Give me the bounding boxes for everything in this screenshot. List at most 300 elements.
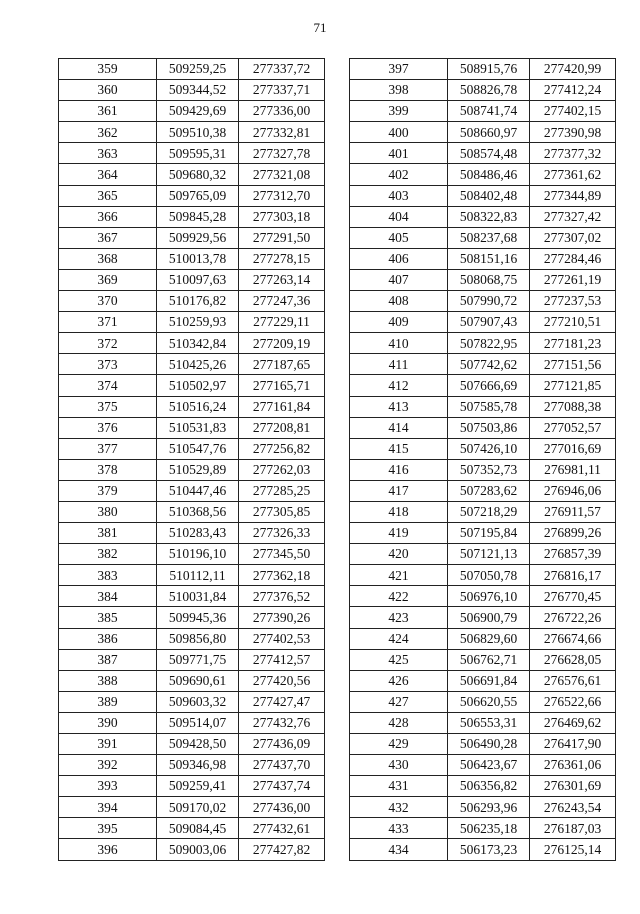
x-coordinate-cell: 506620,55 <box>448 691 530 712</box>
x-coordinate-cell: 510531,83 <box>157 417 239 438</box>
point-number-cell: 387 <box>59 649 157 670</box>
point-number-cell: 385 <box>59 607 157 628</box>
table-row <box>59 480 325 501</box>
x-coordinate-cell: 510259,93 <box>157 312 239 333</box>
table-row <box>350 797 616 818</box>
table-row <box>350 586 616 607</box>
y-coordinate-cell: 276674,66 <box>530 628 616 649</box>
x-coordinate-cell: 510516,24 <box>157 396 239 417</box>
table-row <box>350 354 616 375</box>
y-coordinate-cell: 277345,50 <box>239 544 325 565</box>
point-number-cell: 420 <box>350 544 448 565</box>
table-row <box>350 628 616 649</box>
y-coordinate-cell: 277303,18 <box>239 206 325 227</box>
y-coordinate-cell: 277326,33 <box>239 523 325 544</box>
y-coordinate-cell: 277436,09 <box>239 734 325 755</box>
y-coordinate-cell: 276722,26 <box>530 607 616 628</box>
point-number-cell: 386 <box>59 628 157 649</box>
x-coordinate-cell: 506235,18 <box>448 818 530 839</box>
point-number-cell: 427 <box>350 691 448 712</box>
point-number-cell: 416 <box>350 459 448 480</box>
y-coordinate-cell: 277210,51 <box>530 312 616 333</box>
point-number-cell: 365 <box>59 185 157 206</box>
x-coordinate-cell: 509084,45 <box>157 818 239 839</box>
y-coordinate-cell: 277229,11 <box>239 312 325 333</box>
x-coordinate-cell: 509344,52 <box>157 80 239 101</box>
point-number-cell: 383 <box>59 565 157 586</box>
point-number-cell: 425 <box>350 649 448 670</box>
y-coordinate-cell: 276946,06 <box>530 480 616 501</box>
point-number-cell: 406 <box>350 248 448 269</box>
point-number-cell: 381 <box>59 523 157 544</box>
y-coordinate-cell: 276981,11 <box>530 459 616 480</box>
point-number-cell: 409 <box>350 312 448 333</box>
table-row <box>350 607 616 628</box>
page-number: 71 <box>313 20 327 35</box>
x-coordinate-cell: 509845,28 <box>157 206 239 227</box>
x-coordinate-cell: 510368,56 <box>157 501 239 522</box>
point-number-cell: 408 <box>350 291 448 312</box>
point-number-cell: 369 <box>59 269 157 290</box>
y-coordinate-cell: 277390,26 <box>239 607 325 628</box>
x-coordinate-cell: 506173,23 <box>448 839 530 860</box>
x-coordinate-cell: 507822,95 <box>448 333 530 354</box>
y-coordinate-cell: 277247,36 <box>239 291 325 312</box>
y-coordinate-cell: 277344,89 <box>530 185 616 206</box>
x-coordinate-cell: 507121,13 <box>448 544 530 565</box>
point-number-cell: 418 <box>350 501 448 522</box>
point-number-cell: 382 <box>59 544 157 565</box>
y-coordinate-cell: 277427,82 <box>239 839 325 860</box>
point-number-cell: 426 <box>350 670 448 691</box>
point-number-cell: 401 <box>350 143 448 164</box>
y-coordinate-cell: 276857,39 <box>530 544 616 565</box>
table-row <box>59 776 325 797</box>
table-row <box>350 227 616 248</box>
table-row <box>59 248 325 269</box>
table-row <box>59 607 325 628</box>
table-row <box>59 438 325 459</box>
x-coordinate-cell: 506900,79 <box>448 607 530 628</box>
point-number-cell: 395 <box>59 818 157 839</box>
y-coordinate-cell: 277432,61 <box>239 818 325 839</box>
table-row <box>59 734 325 755</box>
point-number-cell: 417 <box>350 480 448 501</box>
table-row <box>59 333 325 354</box>
y-coordinate-cell: 277278,15 <box>239 248 325 269</box>
point-number-cell: 413 <box>350 396 448 417</box>
table-row <box>59 291 325 312</box>
point-number-cell: 433 <box>350 818 448 839</box>
x-coordinate-cell: 510196,10 <box>157 544 239 565</box>
x-coordinate-cell: 508068,75 <box>448 269 530 290</box>
x-coordinate-cell: 507742,62 <box>448 354 530 375</box>
x-coordinate-cell: 509514,07 <box>157 712 239 733</box>
table-row <box>59 206 325 227</box>
point-number-cell: 411 <box>350 354 448 375</box>
x-coordinate-cell: 509690,61 <box>157 670 239 691</box>
y-coordinate-cell: 276243,54 <box>530 797 616 818</box>
point-number-cell: 371 <box>59 312 157 333</box>
table-row <box>59 628 325 649</box>
y-coordinate-cell: 277412,24 <box>530 80 616 101</box>
table-row <box>350 417 616 438</box>
x-coordinate-cell: 508486,46 <box>448 164 530 185</box>
x-coordinate-cell: 507195,84 <box>448 523 530 544</box>
y-coordinate-cell: 277337,71 <box>239 80 325 101</box>
y-coordinate-cell: 277402,53 <box>239 628 325 649</box>
x-coordinate-cell: 507585,78 <box>448 396 530 417</box>
table-row <box>59 691 325 712</box>
table-row <box>350 185 616 206</box>
x-coordinate-cell: 506490,28 <box>448 734 530 755</box>
point-number-cell: 415 <box>350 438 448 459</box>
coordinates-table-right <box>349 58 616 861</box>
x-coordinate-cell: 509170,02 <box>157 797 239 818</box>
point-number-cell: 378 <box>59 459 157 480</box>
table-row <box>59 501 325 522</box>
table-row <box>59 185 325 206</box>
y-coordinate-cell: 277390,98 <box>530 122 616 143</box>
table-row <box>350 333 616 354</box>
point-number-cell: 367 <box>59 227 157 248</box>
y-coordinate-cell: 277291,50 <box>239 227 325 248</box>
point-number-cell: 394 <box>59 797 157 818</box>
y-coordinate-cell: 277436,00 <box>239 797 325 818</box>
table-row <box>59 164 325 185</box>
point-number-cell: 380 <box>59 501 157 522</box>
table-row <box>350 776 616 797</box>
table-row <box>350 143 616 164</box>
table-row <box>350 248 616 269</box>
point-number-cell: 404 <box>350 206 448 227</box>
table-row <box>59 755 325 776</box>
table-row <box>59 269 325 290</box>
point-number-cell: 391 <box>59 734 157 755</box>
point-number-cell: 366 <box>59 206 157 227</box>
table-row <box>59 143 325 164</box>
x-coordinate-cell: 509429,69 <box>157 101 239 122</box>
y-coordinate-cell: 276522,66 <box>530 691 616 712</box>
x-coordinate-cell: 506423,67 <box>448 755 530 776</box>
table-row <box>350 818 616 839</box>
x-coordinate-cell: 506553,31 <box>448 712 530 733</box>
y-coordinate-cell: 277321,08 <box>239 164 325 185</box>
point-number-cell: 421 <box>350 565 448 586</box>
table-body-right <box>350 59 616 861</box>
x-coordinate-cell: 509945,36 <box>157 607 239 628</box>
x-coordinate-cell: 510283,43 <box>157 523 239 544</box>
table-row <box>350 80 616 101</box>
y-coordinate-cell: 277420,56 <box>239 670 325 691</box>
table-row <box>350 670 616 691</box>
table-row <box>59 312 325 333</box>
y-coordinate-cell: 277237,53 <box>530 291 616 312</box>
point-number-cell: 400 <box>350 122 448 143</box>
y-coordinate-cell: 276628,05 <box>530 649 616 670</box>
point-number-cell: 403 <box>350 185 448 206</box>
table-row <box>59 818 325 839</box>
x-coordinate-cell: 509595,31 <box>157 143 239 164</box>
x-coordinate-cell: 509771,75 <box>157 649 239 670</box>
point-number-cell: 360 <box>59 80 157 101</box>
x-coordinate-cell: 510502,97 <box>157 375 239 396</box>
table-row <box>350 523 616 544</box>
table-row <box>59 101 325 122</box>
y-coordinate-cell: 277412,57 <box>239 649 325 670</box>
y-coordinate-cell: 277327,42 <box>530 206 616 227</box>
y-coordinate-cell: 277332,81 <box>239 122 325 143</box>
table-row <box>350 480 616 501</box>
x-coordinate-cell: 510425,26 <box>157 354 239 375</box>
table-row <box>350 269 616 290</box>
point-number-cell: 370 <box>59 291 157 312</box>
point-number-cell: 429 <box>350 734 448 755</box>
table-row <box>59 459 325 480</box>
table-row <box>350 649 616 670</box>
point-number-cell: 376 <box>59 417 157 438</box>
table-row <box>59 544 325 565</box>
y-coordinate-cell: 277256,82 <box>239 438 325 459</box>
x-coordinate-cell: 506293,96 <box>448 797 530 818</box>
y-coordinate-cell: 277181,23 <box>530 333 616 354</box>
x-coordinate-cell: 510112,11 <box>157 565 239 586</box>
y-coordinate-cell: 277437,70 <box>239 755 325 776</box>
table-row <box>350 291 616 312</box>
x-coordinate-cell: 508237,68 <box>448 227 530 248</box>
y-coordinate-cell: 277427,47 <box>239 691 325 712</box>
table-row <box>350 101 616 122</box>
y-coordinate-cell: 277285,25 <box>239 480 325 501</box>
table-row <box>59 797 325 818</box>
y-coordinate-cell: 277284,46 <box>530 248 616 269</box>
table-row <box>59 122 325 143</box>
y-coordinate-cell: 276361,06 <box>530 755 616 776</box>
y-coordinate-cell: 276301,69 <box>530 776 616 797</box>
point-number-cell: 405 <box>350 227 448 248</box>
y-coordinate-cell: 276469,62 <box>530 712 616 733</box>
table-row <box>350 206 616 227</box>
table-row <box>59 417 325 438</box>
table-body-left <box>59 59 325 861</box>
table-row <box>350 839 616 860</box>
table-row <box>59 523 325 544</box>
point-number-cell: 397 <box>350 59 448 80</box>
x-coordinate-cell: 507426,10 <box>448 438 530 459</box>
point-number-cell: 392 <box>59 755 157 776</box>
point-number-cell: 373 <box>59 354 157 375</box>
table-row <box>59 354 325 375</box>
y-coordinate-cell: 277305,85 <box>239 501 325 522</box>
table-row <box>350 122 616 143</box>
table-row <box>59 375 325 396</box>
x-coordinate-cell: 508574,48 <box>448 143 530 164</box>
x-coordinate-cell: 509680,32 <box>157 164 239 185</box>
table-row <box>350 164 616 185</box>
y-coordinate-cell: 277362,18 <box>239 565 325 586</box>
point-number-cell: 434 <box>350 839 448 860</box>
point-number-cell: 396 <box>59 839 157 860</box>
x-coordinate-cell: 509003,06 <box>157 839 239 860</box>
x-coordinate-cell: 509510,38 <box>157 122 239 143</box>
point-number-cell: 399 <box>350 101 448 122</box>
x-coordinate-cell: 509603,32 <box>157 691 239 712</box>
y-coordinate-cell: 276125,14 <box>530 839 616 860</box>
point-number-cell: 374 <box>59 375 157 396</box>
point-number-cell: 412 <box>350 375 448 396</box>
point-number-cell: 377 <box>59 438 157 459</box>
y-coordinate-cell: 277151,56 <box>530 354 616 375</box>
x-coordinate-cell: 509259,25 <box>157 59 239 80</box>
point-number-cell: 363 <box>59 143 157 164</box>
table-row <box>59 712 325 733</box>
table-row <box>59 839 325 860</box>
x-coordinate-cell: 507907,43 <box>448 312 530 333</box>
point-number-cell: 430 <box>350 755 448 776</box>
x-coordinate-cell: 508402,48 <box>448 185 530 206</box>
x-coordinate-cell: 508741,74 <box>448 101 530 122</box>
x-coordinate-cell: 507283,62 <box>448 480 530 501</box>
y-coordinate-cell: 277402,15 <box>530 101 616 122</box>
point-number-cell: 393 <box>59 776 157 797</box>
x-coordinate-cell: 510342,84 <box>157 333 239 354</box>
point-number-cell: 359 <box>59 59 157 80</box>
x-coordinate-cell: 510547,76 <box>157 438 239 459</box>
y-coordinate-cell: 277263,14 <box>239 269 325 290</box>
table-row <box>59 586 325 607</box>
x-coordinate-cell: 510176,82 <box>157 291 239 312</box>
point-number-cell: 414 <box>350 417 448 438</box>
point-number-cell: 424 <box>350 628 448 649</box>
x-coordinate-cell: 508826,78 <box>448 80 530 101</box>
y-coordinate-cell: 277361,62 <box>530 164 616 185</box>
y-coordinate-cell: 277262,03 <box>239 459 325 480</box>
y-coordinate-cell: 276816,17 <box>530 565 616 586</box>
x-coordinate-cell: 510529,89 <box>157 459 239 480</box>
x-coordinate-cell: 510013,78 <box>157 248 239 269</box>
table-row <box>350 712 616 733</box>
point-number-cell: 384 <box>59 586 157 607</box>
table-row <box>350 501 616 522</box>
x-coordinate-cell: 507990,72 <box>448 291 530 312</box>
point-number-cell: 407 <box>350 269 448 290</box>
point-number-cell: 364 <box>59 164 157 185</box>
point-number-cell: 428 <box>350 712 448 733</box>
x-coordinate-cell: 506976,10 <box>448 586 530 607</box>
coordinates-table-left <box>58 58 325 861</box>
table-row <box>59 227 325 248</box>
point-number-cell: 368 <box>59 248 157 269</box>
x-coordinate-cell: 507503,86 <box>448 417 530 438</box>
y-coordinate-cell: 277161,84 <box>239 396 325 417</box>
y-coordinate-cell: 277337,72 <box>239 59 325 80</box>
point-number-cell: 432 <box>350 797 448 818</box>
table-row <box>59 670 325 691</box>
point-number-cell: 388 <box>59 670 157 691</box>
y-coordinate-cell: 277121,85 <box>530 375 616 396</box>
x-coordinate-cell: 509765,09 <box>157 185 239 206</box>
x-coordinate-cell: 510097,63 <box>157 269 239 290</box>
table-row <box>350 565 616 586</box>
x-coordinate-cell: 510447,46 <box>157 480 239 501</box>
point-number-cell: 402 <box>350 164 448 185</box>
x-coordinate-cell: 509259,41 <box>157 776 239 797</box>
table-row <box>59 59 325 80</box>
point-number-cell: 410 <box>350 333 448 354</box>
point-number-cell: 362 <box>59 122 157 143</box>
table-row <box>59 80 325 101</box>
y-coordinate-cell: 277312,70 <box>239 185 325 206</box>
x-coordinate-cell: 509929,56 <box>157 227 239 248</box>
x-coordinate-cell: 509856,80 <box>157 628 239 649</box>
x-coordinate-cell: 510031,84 <box>157 586 239 607</box>
x-coordinate-cell: 508151,16 <box>448 248 530 269</box>
table-row <box>350 312 616 333</box>
point-number-cell: 390 <box>59 712 157 733</box>
point-number-cell: 422 <box>350 586 448 607</box>
x-coordinate-cell: 507050,78 <box>448 565 530 586</box>
point-number-cell: 361 <box>59 101 157 122</box>
x-coordinate-cell: 509346,98 <box>157 755 239 776</box>
point-number-cell: 423 <box>350 607 448 628</box>
table-row <box>350 755 616 776</box>
y-coordinate-cell: 276417,90 <box>530 734 616 755</box>
y-coordinate-cell: 277165,71 <box>239 375 325 396</box>
y-coordinate-cell: 276770,45 <box>530 586 616 607</box>
table-row <box>59 649 325 670</box>
y-coordinate-cell: 277377,32 <box>530 143 616 164</box>
table-row <box>350 459 616 480</box>
y-coordinate-cell: 276187,03 <box>530 818 616 839</box>
y-coordinate-cell: 277209,19 <box>239 333 325 354</box>
table-row <box>350 734 616 755</box>
x-coordinate-cell: 508322,83 <box>448 206 530 227</box>
x-coordinate-cell: 507218,29 <box>448 501 530 522</box>
table-row <box>350 691 616 712</box>
table-row <box>59 396 325 417</box>
x-coordinate-cell: 508915,76 <box>448 59 530 80</box>
point-number-cell: 379 <box>59 480 157 501</box>
point-number-cell: 375 <box>59 396 157 417</box>
x-coordinate-cell: 508660,97 <box>448 122 530 143</box>
y-coordinate-cell: 277327,78 <box>239 143 325 164</box>
point-number-cell: 372 <box>59 333 157 354</box>
x-coordinate-cell: 506691,84 <box>448 670 530 691</box>
table-row <box>350 438 616 459</box>
x-coordinate-cell: 507352,73 <box>448 459 530 480</box>
point-number-cell: 398 <box>350 80 448 101</box>
y-coordinate-cell: 277261,19 <box>530 269 616 290</box>
table-row <box>350 396 616 417</box>
y-coordinate-cell: 277437,74 <box>239 776 325 797</box>
y-coordinate-cell: 277376,52 <box>239 586 325 607</box>
y-coordinate-cell: 277016,69 <box>530 438 616 459</box>
y-coordinate-cell: 277187,65 <box>239 354 325 375</box>
y-coordinate-cell: 276911,57 <box>530 501 616 522</box>
y-coordinate-cell: 277336,00 <box>239 101 325 122</box>
y-coordinate-cell: 277052,57 <box>530 417 616 438</box>
x-coordinate-cell: 507666,69 <box>448 375 530 396</box>
y-coordinate-cell: 276576,61 <box>530 670 616 691</box>
x-coordinate-cell: 506356,82 <box>448 776 530 797</box>
x-coordinate-cell: 506829,60 <box>448 628 530 649</box>
y-coordinate-cell: 277420,99 <box>530 59 616 80</box>
table-row <box>350 544 616 565</box>
y-coordinate-cell: 277307,02 <box>530 227 616 248</box>
point-number-cell: 431 <box>350 776 448 797</box>
x-coordinate-cell: 506762,71 <box>448 649 530 670</box>
table-row <box>59 565 325 586</box>
